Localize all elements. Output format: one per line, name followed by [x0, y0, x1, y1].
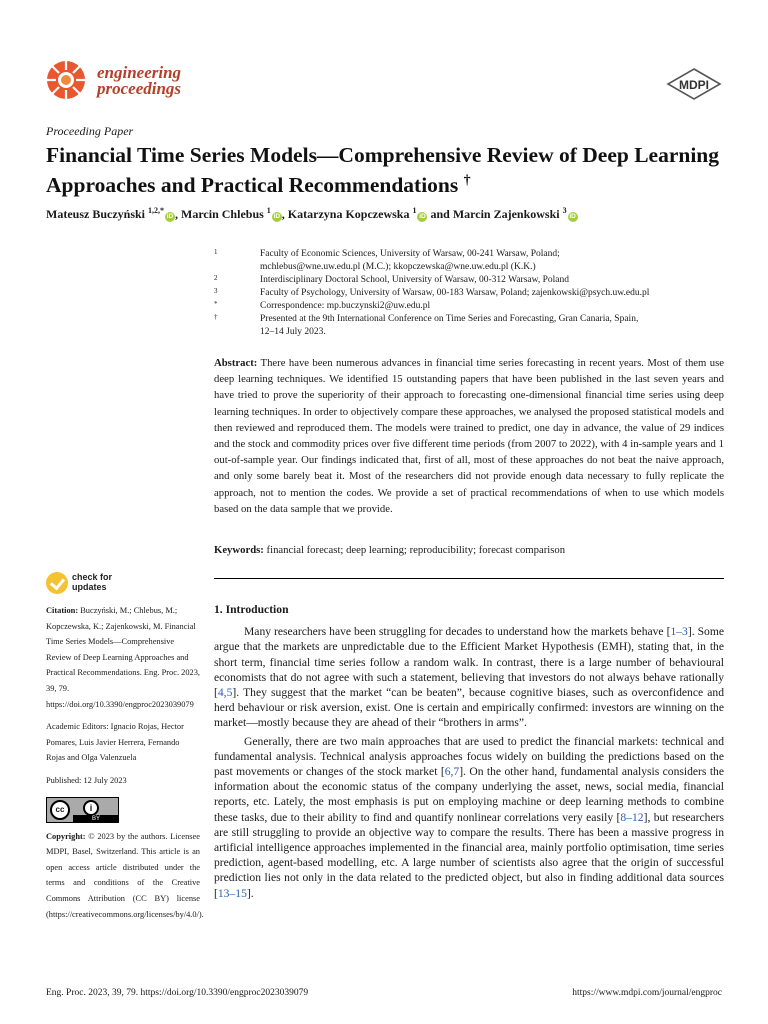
- gear-flower-icon: [44, 58, 88, 102]
- academic-editors: Academic Editors: Ignacio Rojas, Hector Pomares, Luis Javier Herrera, Fernando Rojas and Olga Valenzuela: [46, 722, 184, 763]
- paragraph-text: ]. On the other hand, fundamental analysis considers the information about the economic status of the company underlying the asset, news, social media, financial reports, etc. Lately, the most emphasis is put on employing machine or deep learning methods to combine these tasks, due to their ability to find and quantify nonlinear correlations very easily [: [214, 765, 724, 824]
- check-for-updates-button[interactable]: [46, 570, 200, 600]
- affiliation: [214, 248, 714, 274]
- journal-header: [44, 58, 724, 108]
- affiliation-line: Interdisciplinary Doctoral School, University of Warsaw, 00-312 Warsaw, Poland: [260, 275, 570, 285]
- citation-link[interactable]: 4,5: [217, 686, 233, 700]
- publisher-name: MDPI: [679, 78, 709, 92]
- author-separator: ,: [175, 207, 181, 221]
- citation-link[interactable]: 6,7: [444, 765, 460, 779]
- abstract-text: There have been numerous advances in financial time series forecasting in recent years. Most of them use deep learning techniques. We identified 15 outstanding papers that have been published in the last seven years and have tried to prove the superiority of their approach to forecasting one-dimensional financial time series using deep learning techniques. In order to objectively compare these approaches, we analysed the proposed statistical models and then reviewed and reproduced them. The models were trained to predict, one day in advance, the value of 29 indices and the stock and commodity prices over five different time periods (from 2007 to 2022), with 4 in-sample years and 1 out-of-sample year. Our findings indicated that, first of all, most of these approaches do not beat the naive approach, and only some barely beat it. Most of the researchers did not provide enough data necessary to fully replicate the approach, not to mention the codes. We provide a set of practical recommendations of when to use which models based on the data sample that we provide.: [214, 357, 724, 515]
- citation-link[interactable]: 1–3: [670, 625, 688, 639]
- citation-link[interactable]: 8–12: [620, 810, 644, 824]
- orcid-icon[interactable]: iD: [166, 213, 174, 220]
- affiliation-line: 12–14 July 2023.: [260, 327, 326, 337]
- journal-name-line1: engineering: [97, 63, 182, 82]
- copyright-text: © 2023 by the authors. Licensee MDPI, Basel, Switzerland. This article is an open access article distributed under the terms and conditions of the Creative Commons Attribution (CC BY) license (https://creativecommons.org/licenses/by/4.0/).: [46, 831, 204, 919]
- paragraph-text: ], but researchers are still struggling to provide an objective way to compare the results. There has been a massive progress in artificial intelligence approaches implemented in the financial area, mainly portfolio optimisation, time series prediction, agent-based modelling, etc. A large number of scientists also agree that the origin of successful prediction lies not only in the data related to the predicted object, but also in finding additional data sources [: [214, 810, 724, 900]
- citation-link[interactable]: 13–15: [217, 886, 247, 900]
- affiliation-line: mchlebus@wne.uw.edu.pl (M.C.); kkopczewska@wne.uw.edu.pl (K.K.): [260, 262, 536, 272]
- author-and: and: [427, 207, 453, 221]
- author-sup: 3: [562, 206, 567, 215]
- affiliation-mark: *: [214, 300, 218, 308]
- keywords: [214, 544, 724, 556]
- cc-by-label: BY: [73, 815, 119, 823]
- affiliation-line: Faculty of Economic Sciences, University of Warsaw, 00-241 Warsaw, Poland;: [260, 249, 560, 259]
- affiliation: [214, 287, 714, 300]
- keywords-label: Keywords:: [214, 544, 264, 556]
- author-list: [46, 206, 736, 222]
- sidebar: [46, 570, 204, 922]
- journal-name: [97, 65, 181, 97]
- section-divider: [214, 578, 724, 579]
- mdpi-logo: [664, 68, 724, 102]
- cc-icon: cc: [50, 800, 70, 820]
- affiliation: [214, 274, 714, 287]
- author-name: Marcin Zajenkowski: [452, 207, 560, 221]
- check-line1: check for: [72, 572, 113, 582]
- affiliation-line: Faculty of Psychology, University of Warsaw, 00-183 Warsaw, Poland; zajenkowski@psych.uw.edu.pl: [260, 288, 650, 298]
- published-date: Published: 12 July 2023: [46, 775, 127, 785]
- section-heading: 1. Introduction: [214, 603, 289, 616]
- title-text: Financial Time Series Models—Comprehensive Review of Deep Learning Approaches and Practical Recommendations: [46, 143, 720, 198]
- author-name: Marcin Chlebus: [181, 207, 264, 221]
- title-dagger: †: [463, 173, 471, 188]
- paragraph-text: Many researchers have been struggling for decades to understand how the markets behave [: [244, 625, 671, 639]
- keywords-text: financial forecast; deep learning; reproducibility; forecast comparison: [266, 544, 566, 556]
- citation-block: [46, 603, 200, 712]
- paragraph-text: ].: [246, 886, 254, 900]
- affiliation-mark: 2: [214, 274, 218, 282]
- copyright-block: [46, 829, 204, 923]
- abstract: [214, 355, 724, 517]
- author-sup: 1: [412, 206, 417, 215]
- paragraph-2: [214, 734, 724, 901]
- orcid-icon[interactable]: iD: [273, 213, 281, 220]
- page-title: [46, 142, 736, 198]
- author-name: Katarzyna Kopczewska: [287, 207, 410, 221]
- author-sup: 1,2,*: [148, 206, 164, 215]
- paragraph-text: ]. They suggest that the market “can be beaten”, because cognitive biases, such as overconfidence and herd behaviour or risk aversion, exist. One is certain and empirically confirmed: investors are winning on the market—mostly because they are ahead of their “brothers in arms”.: [214, 686, 724, 730]
- author-name: Mateusz Buczyński: [46, 207, 145, 221]
- copyright-label: Copyright:: [46, 831, 86, 841]
- abstract-label: Abstract:: [214, 357, 258, 369]
- paragraph-1: [214, 624, 724, 730]
- citation-text: Buczyński, M.; Chlebus, M.; Kopczewska, K.; Zajenkowski, M. Financial Time Series Models—Comprehensive Review of Deep Learning Approaches and Practical Recommendations. Eng. Proc. 2023, 39, 79. https://doi.org/10.3390/engproc2023039079: [46, 606, 200, 709]
- affiliation: [214, 300, 714, 313]
- footer-journal-link[interactable]: https://www.mdpi.com/journal/engproc: [572, 988, 722, 998]
- orcid-icon[interactable]: iD: [569, 213, 576, 220]
- check-line2: updates: [72, 582, 107, 592]
- cc-by-license-badge[interactable]: [46, 797, 119, 823]
- check-for-updates-label: [72, 572, 112, 592]
- affiliation-line: Correspondence: mp.buczynski2@uw.edu.pl: [260, 301, 431, 311]
- main-body: [214, 602, 724, 904]
- attribution-person-icon: i: [83, 800, 99, 816]
- paragraph-text: Generally, there are two main approaches that are used to predict the financial markets: technical and fundamental analysis. Technical analysis approaches focus widely on building the predictions based on the past movements or changes of the stock market [: [214, 734, 724, 779]
- checkmark-icon: [46, 572, 68, 594]
- footer-citation: Eng. Proc. 2023, 39, 79. https://doi.org/10.3390/engproc2023039079: [46, 988, 309, 998]
- affiliation-mark: 3: [214, 287, 218, 295]
- affiliations: [214, 248, 714, 339]
- journal-name-line2: proceedings: [97, 79, 182, 98]
- affiliation-line: Presented at the 9th International Conference on Time Series and Forecasting, Gran Canaria, Spain,: [260, 314, 639, 324]
- orcid-icon[interactable]: iD: [419, 213, 426, 220]
- author-separator: ,: [281, 207, 288, 221]
- paper-type: Proceeding Paper: [46, 124, 134, 138]
- citation-label: Citation:: [46, 606, 79, 615]
- affiliation: [214, 313, 714, 339]
- affiliation-mark: †: [214, 313, 218, 321]
- paragraph-text: ]. Some argue that the markets are unpredictable due to the Efficient Market Hypothesis (EMH), stating that, in the short term, financial time series follow a random walk. In contrast, there is a large number of behavioural economists that do not agree with such a statement, believing that investors do not always behave rationally [: [214, 625, 724, 700]
- affiliation-mark: 1: [214, 248, 218, 256]
- author-sup: 1: [266, 206, 271, 215]
